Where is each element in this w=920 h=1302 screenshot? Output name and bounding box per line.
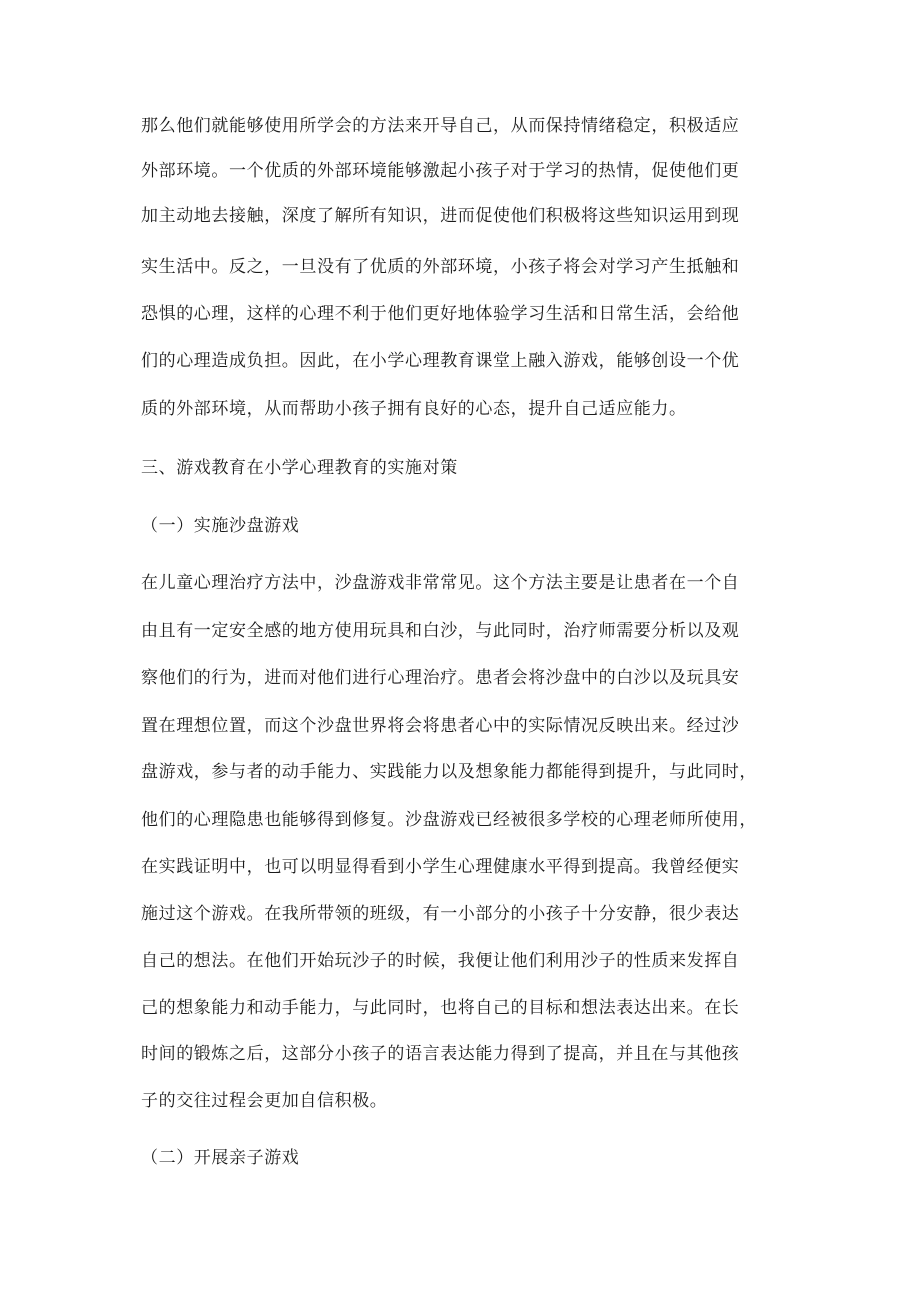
paragraph-2-line: 他们的心理隐患也能够得到修复。沙盘游戏已经被很多学校的心理老师所使用，: [141, 810, 757, 830]
paragraph-2-line: 在实践证明中，也可以明显得看到小学生心理健康水平得到提高。我曾经便实: [141, 857, 740, 877]
paragraph-1-line: 实生活中。反之，一旦没有了优质的外部环境，小孩子将会对学习产生抵触和: [141, 257, 740, 277]
paragraph-2-line: 时间的锻炼之后，这部分小孩子的语言表达能力得到了提高，并且在与其他孩: [141, 1044, 740, 1064]
paragraph-1-line: 们的心理造成负担。因此，在小学心理教育课堂上融入游戏，能够创设一个优: [141, 351, 740, 371]
paragraph-2-line: 施过这个游戏。在我所带领的班级，有一小部分的小孩子十分安静，很少表达: [141, 904, 740, 924]
paragraph-2-line: 盘游戏，参与者的动手能力、实践能力以及想象能力都能得到提升，与此同时，: [141, 762, 757, 782]
subheading-parent-child-games: （二）开展亲子游戏: [141, 1148, 300, 1168]
paragraph-2-line: 己的想象能力和动手能力，与此同时，也将自己的目标和想法表达出来。在长: [141, 998, 740, 1018]
paragraph-1-line: 外部环境。一个优质的外部环境能够激起小孩子对于学习的热情，促使他们更: [141, 161, 740, 181]
paragraph-1-line: 质的外部环境，从而帮助小孩子拥有良好的心态，提升自己适应能力。: [141, 399, 687, 419]
paragraph-2-line: 自己的想法。在他们开始玩沙子的时候，我便让他们利用沙子的性质来发挥自: [141, 951, 740, 971]
section-heading: 三、游戏教育在小学心理教育的实施对策: [141, 458, 458, 478]
paragraph-2-line: 察他们的行为，进而对他们进行心理治疗。患者会将沙盘中的白沙以及玩具安: [141, 668, 740, 688]
paragraph-2-line: 子的交往过程会更加自信积极。: [141, 1091, 388, 1111]
paragraph-2-line: 置在理想位置，而这个沙盘世界将会将患者心中的实际情况反映出来。经过沙: [141, 716, 740, 736]
paragraph-2-line: 在儿童心理治疗方法中，沙盘游戏非常常见。这个方法主要是让患者在一个自: [141, 573, 740, 593]
paragraph-1-line: 加主动地去接触，深度了解所有知识，进而促使他们积极将这些知识运用到现: [141, 206, 740, 226]
paragraph-1-line: 那么他们就能够使用所学会的方法来开导自己，从而保持情绪稳定，积极适应: [141, 116, 740, 136]
subheading-sandplay: （一）实施沙盘游戏: [141, 516, 300, 536]
paragraph-1-line: 恐惧的心理，这样的心理不利于他们更好地体验学习生活和日常生活，会给他: [141, 304, 740, 324]
paragraph-2-line: 由且有一定安全感的地方使用玩具和白沙，与此同时，治疗师需要分析以及观: [141, 621, 740, 641]
